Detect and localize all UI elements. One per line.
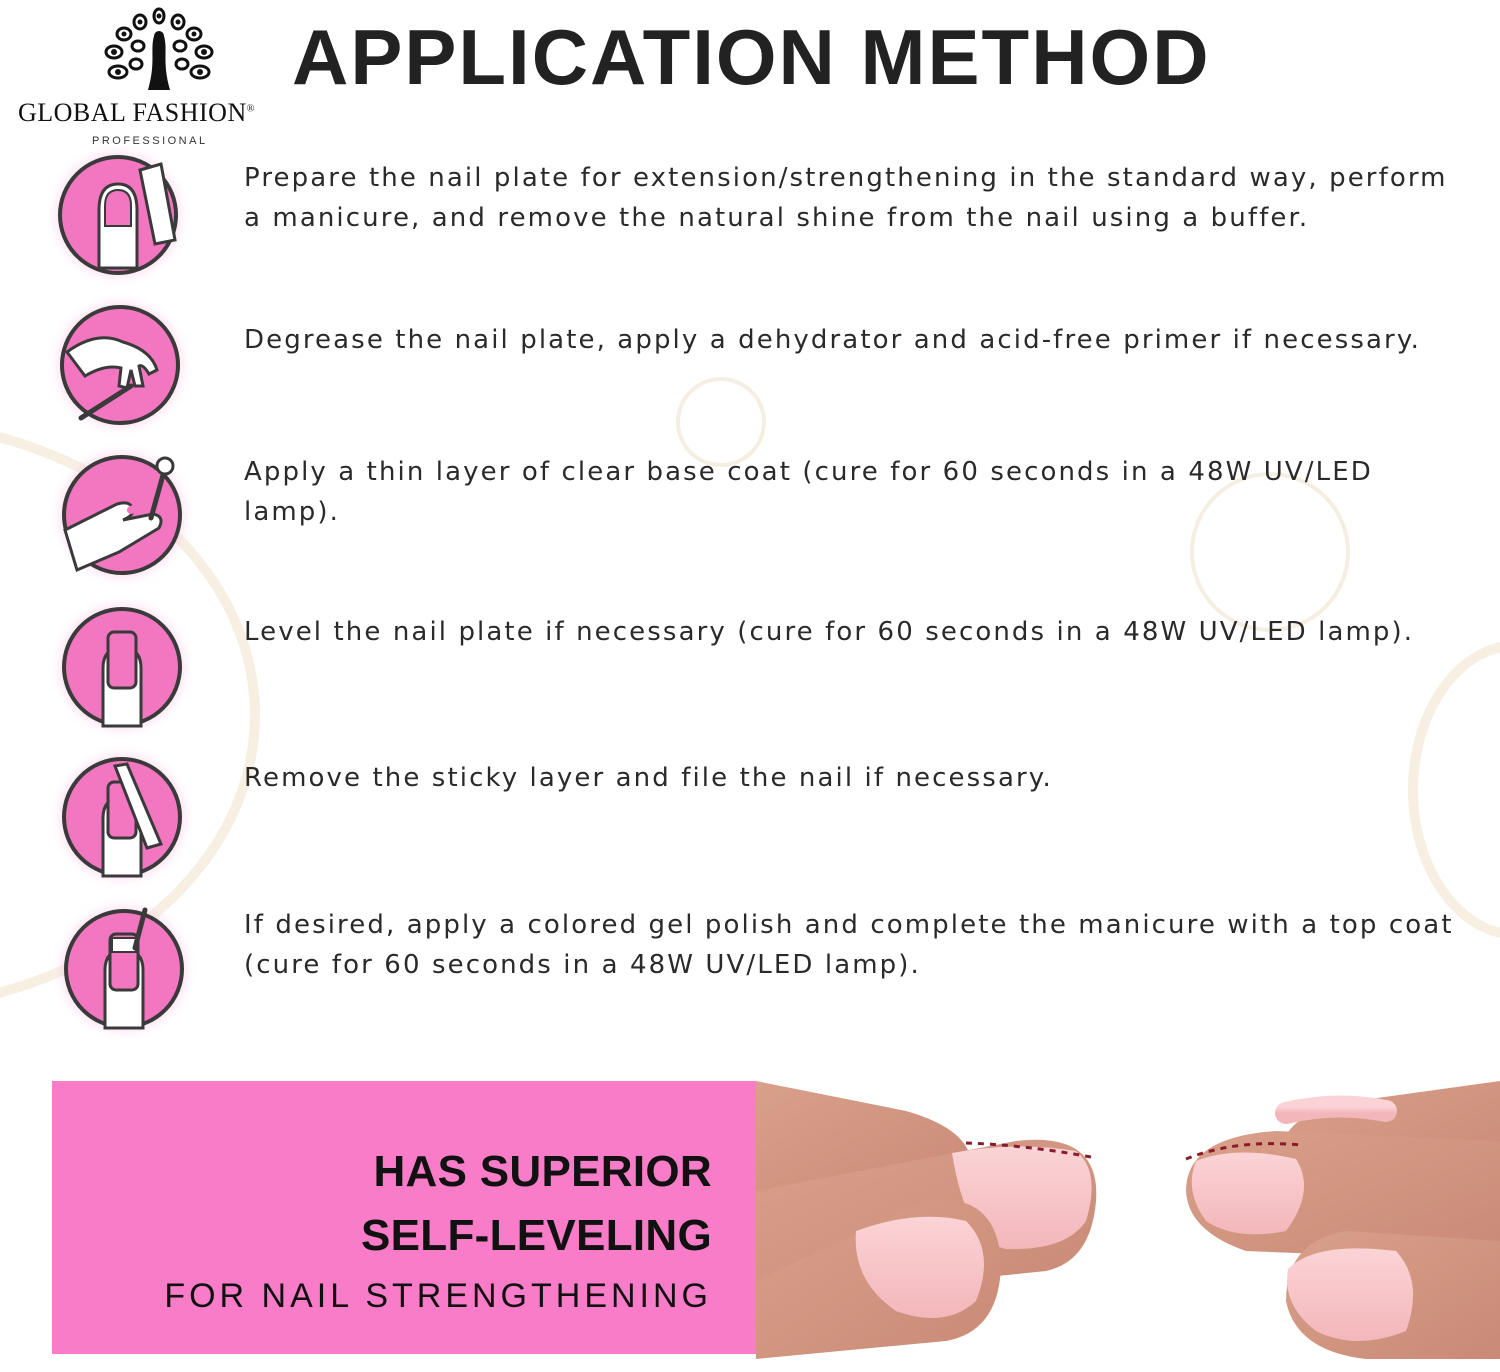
step-1-text: Prepare the nail plate for extension/strengthening in the standard way, perform a manicure, and remove the natural shine from the nail using a buffer. — [244, 163, 1448, 233]
step-4-text: Level the nail plate if necessary (cure for 60 seconds in a 48W UV/LED lamp). — [244, 617, 1415, 647]
brand-subtitle: PROFESSIONAL — [92, 135, 208, 147]
hand-base-coat-icon — [47, 440, 197, 590]
brand-name: GLOBAL FASHION® — [18, 98, 255, 127]
peacock-logo-icon — [94, 6, 224, 96]
nail-file-icon — [47, 742, 197, 892]
hand-primer-brush-icon — [45, 290, 195, 440]
nail-polish-brush-icon — [49, 894, 199, 1044]
banner-headline-1: HAS SUPERIOR — [373, 1147, 712, 1196]
page-title: APPLICATION METHOD — [292, 13, 1211, 101]
step-5-text: Remove the sticky layer and file the nail if necessary. — [244, 763, 1053, 793]
step-3-text: Apply a thin layer of clear base coat (cure for 60 seconds in a 48W UV/LED lamp). — [244, 457, 1373, 527]
nail-file-buffer-icon — [43, 140, 193, 290]
step-6-text: If desired, apply a colored gel polish and complete the manicure with a top coat (cure for 60 seconds in a 48W UV/LED lamp). — [244, 910, 1454, 980]
nail-leveling-icon — [47, 592, 197, 742]
brand-logo — [14, 6, 294, 146]
step-2-text: Degrease the nail plate, apply a dehydrator and acid-free primer if necessary. — [244, 325, 1421, 355]
nails-comparison-photo — [756, 1081, 1500, 1359]
banner-subline: FOR NAIL STRENGTHENING — [164, 1277, 712, 1315]
banner-headline-2: SELF-LEVELING — [360, 1211, 712, 1260]
feature-banner — [52, 1081, 756, 1354]
